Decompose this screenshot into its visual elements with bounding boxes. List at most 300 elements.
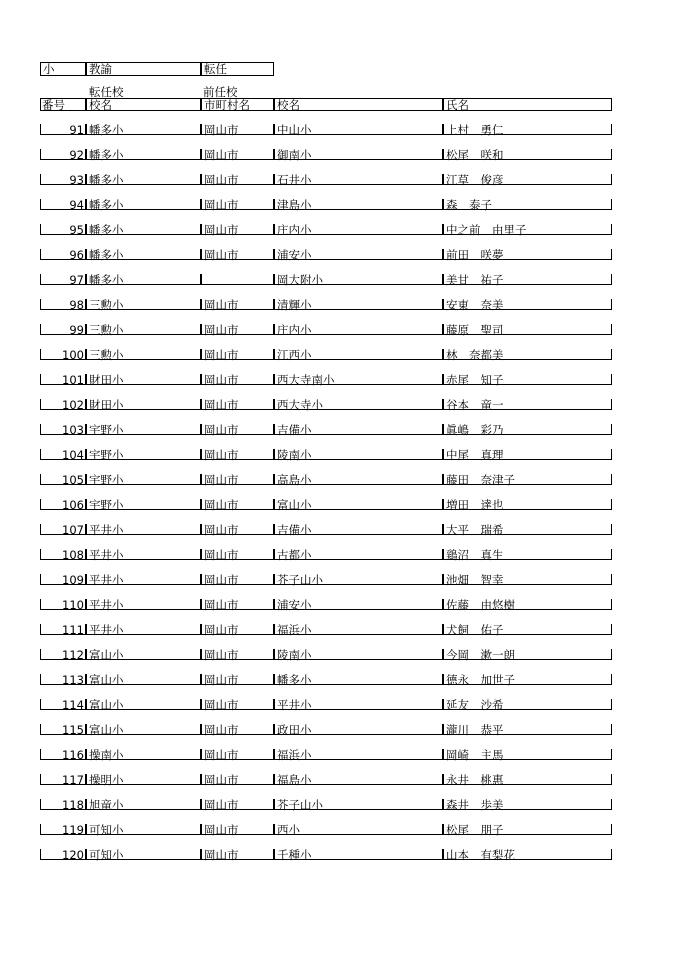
- row-school-cell: [86, 674, 201, 685]
- row-city: 岡山市: [204, 423, 239, 437]
- row-school-cell: [86, 299, 201, 310]
- header-prev-school: [274, 98, 443, 111]
- row-school: 富山小: [89, 673, 124, 687]
- row-school: 操明小: [89, 773, 124, 787]
- row-name: 永井 桃惠: [446, 773, 504, 787]
- row-city-cell: [201, 324, 274, 335]
- row-name: 大平 瑞希: [446, 523, 504, 537]
- row-city-cell: [201, 149, 274, 160]
- position-cell: [86, 62, 201, 76]
- row-no: 97: [69, 273, 84, 287]
- row-prev-school: 芥子山小: [277, 573, 323, 587]
- row-city-cell: [201, 624, 274, 635]
- row-school-cell: [86, 774, 201, 785]
- row-prev-school-cell: [274, 849, 443, 860]
- row-school: 幡多小: [89, 273, 124, 287]
- row-school-cell: [86, 124, 201, 135]
- row-prev-school: 西小: [277, 823, 300, 837]
- row-school-cell: [86, 649, 201, 660]
- row-name-cell: [443, 749, 612, 760]
- level-cell: [40, 62, 86, 76]
- row-city: 岡山市: [204, 548, 239, 562]
- row-school: 平井小: [89, 623, 124, 637]
- row-name: 前田 咲夢: [446, 248, 504, 262]
- row-no: 101: [62, 373, 84, 387]
- row-city: 岡山市: [204, 498, 239, 512]
- row-no-cell: [40, 524, 86, 535]
- row-prev-school-cell: [274, 299, 443, 310]
- row-school: 財田小: [89, 373, 124, 387]
- row-prev-school: 芥子山小: [277, 798, 323, 812]
- row-prev-school: 石井小: [277, 173, 312, 187]
- row-school-cell: [86, 424, 201, 435]
- row-name-cell: [443, 849, 612, 860]
- row-name: 山本 有梨花: [446, 848, 515, 862]
- row-name: 犬飼 佑子: [446, 623, 504, 637]
- row-school-cell: [86, 324, 201, 335]
- row-no: 114: [62, 698, 84, 712]
- row-name: 今岡 漱一朗: [446, 648, 515, 662]
- row-prev-school: 陵南小: [277, 448, 312, 462]
- row-city: 岡山市: [204, 648, 239, 662]
- row-prev-school-cell: [274, 824, 443, 835]
- row-city: 岡山市: [204, 448, 239, 462]
- row-no: 111: [62, 623, 84, 637]
- row-city-cell: [201, 724, 274, 735]
- row-no-cell: [40, 724, 86, 735]
- row-prev-school-cell: [274, 199, 443, 210]
- row-city: 岡山市: [204, 123, 239, 137]
- row-city-cell: [201, 799, 274, 810]
- row-prev-school-cell: [274, 149, 443, 160]
- row-prev-school-cell: [274, 674, 443, 685]
- row-name: 瀧川 恭平: [446, 723, 504, 737]
- row-name: 延友 沙希: [446, 698, 504, 712]
- row-no-cell: [40, 199, 86, 210]
- row-prev-school: 岡大附小: [277, 273, 323, 287]
- row-no: 110: [62, 598, 84, 612]
- row-no-cell: [40, 849, 86, 860]
- row-prev-school: 清輝小: [277, 298, 312, 312]
- row-city-cell: [201, 299, 274, 310]
- row-school: 三勲小: [89, 323, 124, 337]
- header-city: [201, 98, 274, 111]
- header-no-label: 番号: [42, 98, 65, 112]
- row-prev-school: 吉備小: [277, 523, 312, 537]
- row-prev-school-cell: [274, 599, 443, 610]
- row-prev-school: 浦安小: [277, 248, 312, 262]
- row-city: 岡山市: [204, 223, 239, 237]
- header-name: [443, 98, 612, 111]
- row-name: 江草 俊彦: [446, 173, 504, 187]
- row-no-cell: [40, 149, 86, 160]
- row-school: 富山小: [89, 698, 124, 712]
- row-school-cell: [86, 574, 201, 585]
- row-prev-school: 政田小: [277, 723, 312, 737]
- row-name-cell: [443, 274, 612, 285]
- row-city-cell: [201, 249, 274, 260]
- row-name-cell: [443, 824, 612, 835]
- row-no: 98: [69, 298, 84, 312]
- row-city-cell: [201, 424, 274, 435]
- row-name: 德永 加世子: [446, 673, 515, 687]
- row-prev-school-cell: [274, 799, 443, 810]
- row-prev-school-cell: [274, 249, 443, 260]
- row-city: 岡山市: [204, 473, 239, 487]
- row-no: 109: [62, 573, 84, 587]
- row-city-cell: [201, 174, 274, 185]
- row-school-cell: [86, 549, 201, 560]
- row-school: 操南小: [89, 748, 124, 762]
- row-prev-school: 西大寺南小: [277, 373, 335, 387]
- row-no: 115: [62, 723, 84, 737]
- row-name: 上村 勇仁: [446, 123, 504, 137]
- row-name: 谷本 竜一: [446, 398, 504, 412]
- row-prev-school-cell: [274, 499, 443, 510]
- row-prev-school: 津島小: [277, 198, 312, 212]
- row-no: 93: [69, 173, 84, 187]
- row-city: 岡山市: [204, 348, 239, 362]
- row-name: 中之前 由里子: [446, 223, 527, 237]
- row-prev-school: 福浜小: [277, 748, 312, 762]
- row-school: 平井小: [89, 573, 124, 587]
- row-name-cell: [443, 474, 612, 485]
- header-name-label: 氏名: [446, 98, 469, 112]
- type-cell: [201, 62, 274, 76]
- row-city-cell: [201, 699, 274, 710]
- header-no: [40, 98, 86, 111]
- row-prev-school-cell: [274, 449, 443, 460]
- row-school: 旭竜小: [89, 798, 124, 812]
- row-name-cell: [443, 574, 612, 585]
- row-city: 岡山市: [204, 573, 239, 587]
- row-city-cell: [201, 224, 274, 235]
- row-no-cell: [40, 124, 86, 135]
- row-no: 103: [62, 423, 84, 437]
- row-no-cell: [40, 599, 86, 610]
- row-city-cell: [201, 499, 274, 510]
- row-city: 岡山市: [204, 848, 239, 862]
- row-name-cell: [443, 799, 612, 810]
- row-city: 岡山市: [204, 148, 239, 162]
- row-school-cell: [86, 399, 201, 410]
- row-no-cell: [40, 824, 86, 835]
- row-school: 宇野小: [89, 498, 124, 512]
- row-prev-school-cell: [274, 224, 443, 235]
- row-school-cell: [86, 149, 201, 160]
- row-school: 富山小: [89, 648, 124, 662]
- row-school: 幡多小: [89, 123, 124, 137]
- row-name-cell: [443, 624, 612, 635]
- row-prev-school: 吉備小: [277, 423, 312, 437]
- row-prev-school: 庄内小: [277, 323, 312, 337]
- row-name: 中尾 真理: [446, 448, 504, 462]
- row-prev-school: 千種小: [277, 848, 312, 862]
- row-school-cell: [86, 224, 201, 235]
- row-no-cell: [40, 774, 86, 785]
- row-prev-school: 西大寺小: [277, 398, 323, 412]
- header-prev-school-label: 校名: [277, 98, 300, 112]
- row-name-cell: [443, 374, 612, 385]
- row-school: 幡多小: [89, 148, 124, 162]
- row-name: 佐藤 由悠樹: [446, 598, 515, 612]
- row-name-cell: [443, 399, 612, 410]
- row-school: 可知小: [89, 823, 124, 837]
- row-city-cell: [201, 124, 274, 135]
- row-no-cell: [40, 574, 86, 585]
- row-no-cell: [40, 224, 86, 235]
- row-prev-school-cell: [274, 324, 443, 335]
- row-prev-school: 古都小: [277, 548, 312, 562]
- row-name: 松尾 朋子: [446, 823, 504, 837]
- row-school-cell: [86, 174, 201, 185]
- row-city: 岡山市: [204, 723, 239, 737]
- row-name-cell: [443, 199, 612, 210]
- row-city-cell: [201, 449, 274, 460]
- row-prev-school: 陵南小: [277, 648, 312, 662]
- row-prev-school-cell: [274, 274, 443, 285]
- row-no-cell: [40, 624, 86, 635]
- row-city-cell: [201, 524, 274, 535]
- row-name: 藤原 聖司: [446, 323, 504, 337]
- row-prev-school-cell: [274, 399, 443, 410]
- row-school-cell: [86, 199, 201, 210]
- row-no-cell: [40, 374, 86, 385]
- row-no: 106: [62, 498, 84, 512]
- row-prev-school: 幡多小: [277, 673, 312, 687]
- header-school-label: 校名: [89, 98, 112, 112]
- row-city-cell: [201, 849, 274, 860]
- row-name: 池畑 智幸: [446, 573, 504, 587]
- row-no: 112: [62, 648, 84, 662]
- row-name-cell: [443, 249, 612, 260]
- row-no-cell: [40, 274, 86, 285]
- row-name-cell: [443, 674, 612, 685]
- row-no: 94: [69, 198, 84, 212]
- row-city: 岡山市: [204, 598, 239, 612]
- row-no-cell: [40, 674, 86, 685]
- row-no: 96: [69, 248, 84, 262]
- row-city-cell: [201, 199, 274, 210]
- row-no-cell: [40, 174, 86, 185]
- row-name-cell: [443, 549, 612, 560]
- row-name-cell: [443, 324, 612, 335]
- row-prev-school: 庄内小: [277, 223, 312, 237]
- row-no-cell: [40, 499, 86, 510]
- row-no-cell: [40, 449, 86, 460]
- row-city: 岡山市: [204, 173, 239, 187]
- group-label-previous-school: 前任校: [203, 85, 238, 99]
- row-no-cell: [40, 399, 86, 410]
- row-no: 95: [69, 223, 84, 237]
- row-city: 岡山市: [204, 198, 239, 212]
- row-name-cell: [443, 499, 612, 510]
- row-no-cell: [40, 549, 86, 560]
- row-city-cell: [201, 374, 274, 385]
- row-school-cell: [86, 799, 201, 810]
- row-school-cell: [86, 524, 201, 535]
- row-no-cell: [40, 299, 86, 310]
- row-city: 岡山市: [204, 673, 239, 687]
- position-value: 教諭: [89, 62, 112, 76]
- row-name-cell: [443, 774, 612, 785]
- row-school: 可知小: [89, 848, 124, 862]
- row-no-cell: [40, 474, 86, 485]
- row-city: 岡山市: [204, 398, 239, 412]
- row-name: 藤田 奈津子: [446, 473, 515, 487]
- row-school-cell: [86, 374, 201, 385]
- row-school: 幡多小: [89, 248, 124, 262]
- row-no: 116: [62, 748, 84, 762]
- row-city: 岡山市: [204, 298, 239, 312]
- row-city-cell: [201, 749, 274, 760]
- row-school: 平井小: [89, 598, 124, 612]
- row-city-cell: [201, 674, 274, 685]
- row-school: 幡多小: [89, 198, 124, 212]
- row-school-cell: [86, 724, 201, 735]
- row-school: 三勲小: [89, 298, 124, 312]
- row-prev-school-cell: [274, 649, 443, 660]
- row-city: 岡山市: [204, 323, 239, 337]
- row-prev-school-cell: [274, 349, 443, 360]
- row-name: 赤尾 知子: [446, 373, 504, 387]
- row-school-cell: [86, 249, 201, 260]
- row-no: 104: [62, 448, 84, 462]
- row-no: 105: [62, 473, 84, 487]
- row-name: 美甘 祐子: [446, 273, 504, 287]
- row-prev-school-cell: [274, 624, 443, 635]
- row-city: 岡山市: [204, 698, 239, 712]
- row-city: 岡山市: [204, 798, 239, 812]
- row-no-cell: [40, 324, 86, 335]
- row-no: 117: [62, 773, 84, 787]
- row-prev-school: 江西小: [277, 348, 312, 362]
- row-no: 113: [62, 673, 84, 687]
- row-city: 岡山市: [204, 748, 239, 762]
- row-city: 岡山市: [204, 523, 239, 537]
- row-school-cell: [86, 274, 201, 285]
- row-city-cell: [201, 774, 274, 785]
- row-name: 増田 達也: [446, 498, 504, 512]
- row-no-cell: [40, 424, 86, 435]
- row-prev-school-cell: [274, 749, 443, 760]
- row-prev-school-cell: [274, 699, 443, 710]
- type-value: 転任: [204, 62, 227, 76]
- row-no: 107: [62, 523, 84, 537]
- row-school-cell: [86, 699, 201, 710]
- row-school-cell: [86, 449, 201, 460]
- row-school: 宇野小: [89, 473, 124, 487]
- row-prev-school-cell: [274, 174, 443, 185]
- row-school-cell: [86, 849, 201, 860]
- row-prev-school-cell: [274, 474, 443, 485]
- row-school: 幡多小: [89, 223, 124, 237]
- row-prev-school-cell: [274, 774, 443, 785]
- row-name-cell: [443, 349, 612, 360]
- row-prev-school: 御南小: [277, 148, 312, 162]
- row-no: 118: [62, 798, 84, 812]
- row-name: 森井 歩美: [446, 798, 504, 812]
- row-city-cell: [201, 349, 274, 360]
- level-value: 小: [43, 62, 55, 76]
- row-no: 99: [69, 323, 84, 337]
- row-name: 森 泰子: [446, 198, 492, 212]
- row-prev-school: 浦安小: [277, 598, 312, 612]
- row-prev-school-cell: [274, 524, 443, 535]
- row-school: 財田小: [89, 398, 124, 412]
- row-no: 108: [62, 548, 84, 562]
- row-no: 102: [62, 398, 84, 412]
- row-school: 富山小: [89, 723, 124, 737]
- group-label-new-school: 転任校: [89, 85, 124, 99]
- row-school-cell: [86, 474, 201, 485]
- row-no-cell: [40, 249, 86, 260]
- row-prev-school: 富山小: [277, 498, 312, 512]
- row-name-cell: [443, 299, 612, 310]
- row-name-cell: [443, 724, 612, 735]
- row-prev-school-cell: [274, 374, 443, 385]
- row-name-cell: [443, 524, 612, 535]
- row-no: 91: [69, 123, 84, 137]
- row-city: 岡山市: [204, 248, 239, 262]
- row-no-cell: [40, 649, 86, 660]
- row-city-cell: [201, 274, 274, 285]
- row-city: 岡山市: [204, 823, 239, 837]
- row-no: 119: [62, 823, 84, 837]
- row-prev-school-cell: [274, 549, 443, 560]
- row-city-cell: [201, 649, 274, 660]
- header-school: [86, 98, 201, 111]
- row-no-cell: [40, 749, 86, 760]
- row-name-cell: [443, 599, 612, 610]
- row-prev-school: 高島小: [277, 473, 312, 487]
- row-prev-school: 平井小: [277, 698, 312, 712]
- row-prev-school-cell: [274, 124, 443, 135]
- row-school: 平井小: [89, 523, 124, 537]
- row-city: 岡山市: [204, 773, 239, 787]
- row-name-cell: [443, 224, 612, 235]
- row-no-cell: [40, 799, 86, 810]
- row-no: 100: [62, 348, 84, 362]
- row-name: 岡崎 主馬: [446, 748, 504, 762]
- row-name-cell: [443, 449, 612, 460]
- row-city: 岡山市: [204, 623, 239, 637]
- row-school: 平井小: [89, 548, 124, 562]
- row-city: 岡山市: [204, 373, 239, 387]
- row-school-cell: [86, 749, 201, 760]
- row-school: 幡多小: [89, 173, 124, 187]
- row-name: 林 奈都美: [446, 348, 504, 362]
- row-name-cell: [443, 424, 612, 435]
- row-city-cell: [201, 824, 274, 835]
- row-school: 宇野小: [89, 423, 124, 437]
- row-name: 眞嶋 彩乃: [446, 423, 504, 437]
- row-city-cell: [201, 474, 274, 485]
- row-school-cell: [86, 824, 201, 835]
- row-no-cell: [40, 699, 86, 710]
- row-school-cell: [86, 599, 201, 610]
- row-no: 92: [69, 148, 84, 162]
- row-name: 安東 奈美: [446, 298, 504, 312]
- row-name: 鶏沼 真生: [446, 548, 504, 562]
- row-prev-school-cell: [274, 424, 443, 435]
- row-no-cell: [40, 349, 86, 360]
- row-no: 120: [62, 848, 84, 862]
- row-city-cell: [201, 399, 274, 410]
- row-city-cell: [201, 549, 274, 560]
- row-school-cell: [86, 349, 201, 360]
- row-prev-school-cell: [274, 724, 443, 735]
